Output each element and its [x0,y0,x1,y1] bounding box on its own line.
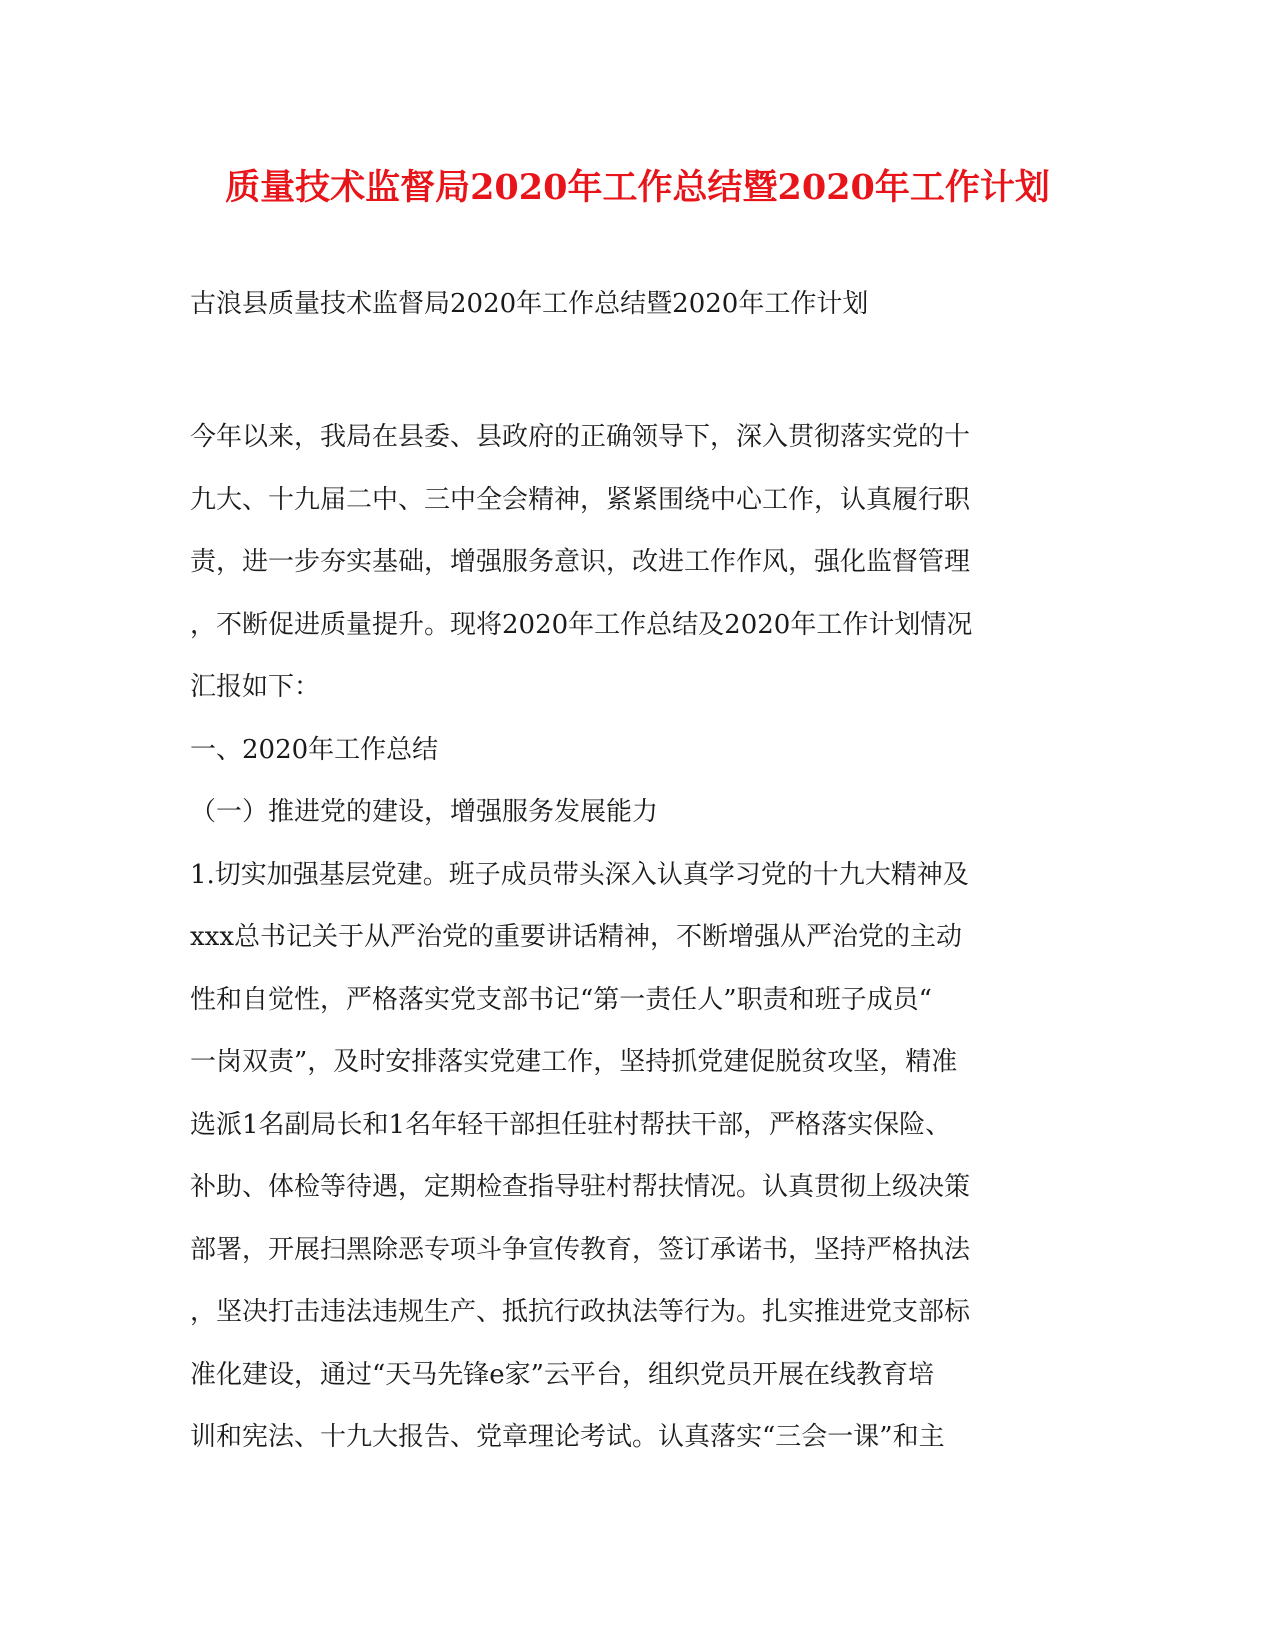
body-line: 部署，开展扫黑除恶专项斗争宣传教育，签订承诺书，坚持严格执法 [190,1234,971,1265]
body-line: 汇报如下： [190,672,321,702]
body-line: xxx总书记关于从严治党的重要讲话精神，不断增强从严治党的主动 [190,922,962,952]
body-line: 补助、体检等待遇，定期检查指导驻村帮扶情况。认真贯彻上级决策 [190,1172,971,1202]
body-line: ，不断促进质量提升。现将2020年工作总结及2020年工作计划情况 [190,609,973,640]
body-line: 1.切实加强基层党建。班子成员带头深入认真学习党的十九大精神及 [190,859,969,890]
body-line: （一）推进党的建设，增强服务发展能力 [190,797,659,827]
body-line: ，坚决打击违法违规生产、抵抗行政执法等行为。扎实推进党支部标 [190,1297,971,1327]
body-line: 选派1名副局长和1名年轻干部担任驻村帮扶干部，严格落实保险、 [190,1109,952,1140]
document-subtitle: 古浪县质量技术监督局2020年工作总结暨2020年工作计划 [190,289,869,319]
body-line: 一岗双责”，及时安排落实党建工作，坚持抓党建促脱贫攻坚，精准 [190,1047,958,1077]
body-line: 性和自觉性，严格落实党支部书记“第一责任人”职责和班子成员“ [190,984,932,1015]
document-body [190,406,1070,1469]
body-line: 训和宪法、十九大报告、党章理论考试。认真落实“三会一课”和主 [190,1422,945,1452]
body-line: 一、2020年工作总结 [190,734,439,765]
body-line: 九大、十九届二中、三中全会精神，紧紧围绕中心工作，认真履行职 [190,484,971,515]
body-line: 准化建设，通过“天马先锋e家”云平台，组织党员开展在线教育培 [190,1359,934,1390]
body-line: 责，进一步夯实基础，增强服务意识，改进工作作风，强化监督管理 [190,547,971,577]
document-title: 质量技术监督局2020年工作总结暨2020年工作计划 [225,167,1050,208]
body-line: 今年以来，我局在县委、县政府的正确领导下，深入贯彻落实党的十 [190,422,971,452]
